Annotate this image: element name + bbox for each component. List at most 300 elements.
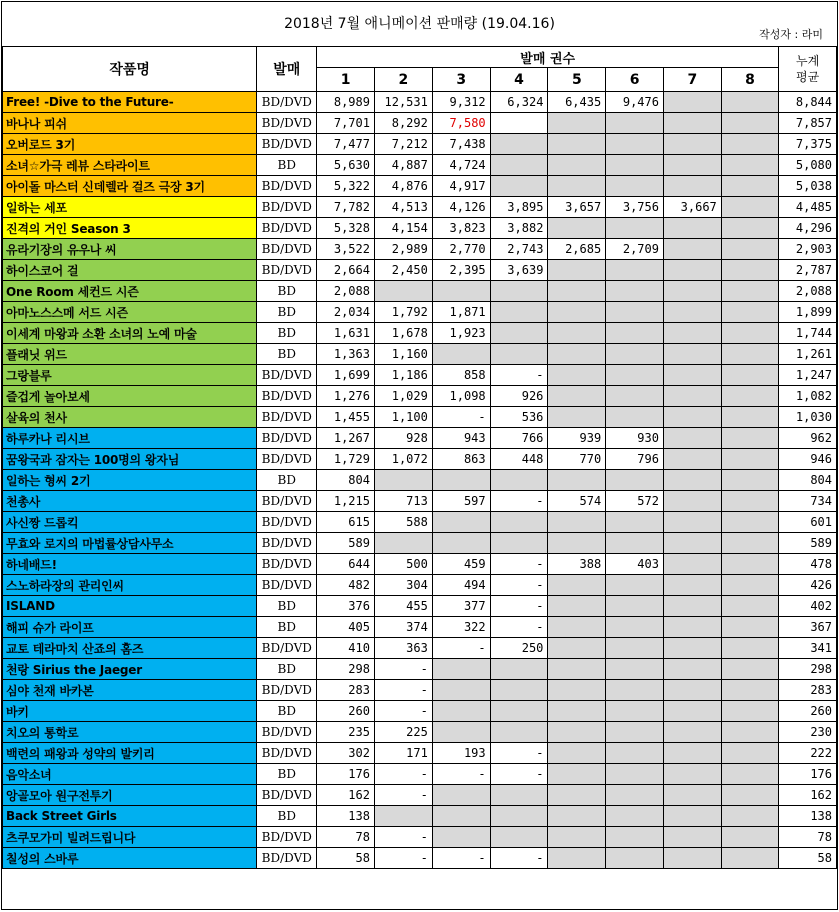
release-type-cell[interactable]: BD/DVD: [257, 134, 317, 155]
volume-empty-cell[interactable]: [663, 512, 721, 533]
volume-sales-cell[interactable]: 858: [432, 365, 490, 386]
volume-empty-cell[interactable]: [432, 806, 490, 827]
title-cell[interactable]: 일하는 세포: [3, 197, 257, 218]
average-cell[interactable]: 5,080: [779, 155, 837, 176]
volume-empty-cell[interactable]: [548, 764, 606, 785]
release-type-cell[interactable]: BD/DVD: [257, 638, 317, 659]
volume-empty-cell[interactable]: [721, 764, 778, 785]
volume-empty-cell[interactable]: [490, 659, 548, 680]
volume-empty-cell[interactable]: [663, 239, 721, 260]
volume-empty-cell[interactable]: [721, 197, 778, 218]
volume-sales-cell[interactable]: 1,215: [317, 491, 375, 512]
volume-sales-cell[interactable]: 1,267: [317, 428, 375, 449]
release-type-cell[interactable]: BD/DVD: [257, 218, 317, 239]
release-type-cell[interactable]: BD: [257, 281, 317, 302]
volume-empty-cell[interactable]: [548, 701, 606, 722]
volume-sales-cell[interactable]: 2,034: [317, 302, 375, 323]
title-cell[interactable]: 진격의 거인 Season 3: [3, 218, 257, 239]
volume-empty-cell[interactable]: [606, 344, 664, 365]
volume-sales-cell[interactable]: 7,212: [374, 134, 432, 155]
volume-empty-cell[interactable]: [663, 764, 721, 785]
volume-sales-cell[interactable]: -: [374, 701, 432, 722]
average-cell[interactable]: 1,261: [779, 344, 837, 365]
volume-empty-cell[interactable]: [490, 785, 548, 806]
volume-empty-cell[interactable]: [548, 806, 606, 827]
title-cell[interactable]: 꿈왕국과 잠자는 100명의 왕자님: [3, 449, 257, 470]
volume-empty-cell[interactable]: [606, 680, 664, 701]
average-cell[interactable]: 5,038: [779, 176, 837, 197]
release-type-cell[interactable]: BD/DVD: [257, 449, 317, 470]
volume-empty-cell[interactable]: [663, 743, 721, 764]
volume-empty-cell[interactable]: [606, 533, 664, 554]
volume-sales-cell[interactable]: 1,792: [374, 302, 432, 323]
release-type-cell[interactable]: BD/DVD: [257, 239, 317, 260]
volume-sales-cell[interactable]: -: [432, 407, 490, 428]
volume-sales-cell[interactable]: 928: [374, 428, 432, 449]
average-cell[interactable]: 2,787: [779, 260, 837, 281]
volume-sales-cell[interactable]: -: [374, 764, 432, 785]
volume-empty-cell[interactable]: [721, 827, 778, 848]
volume-empty-cell[interactable]: [721, 239, 778, 260]
volume-empty-cell[interactable]: [721, 449, 778, 470]
volume-empty-cell[interactable]: [721, 323, 778, 344]
release-type-cell[interactable]: BD: [257, 470, 317, 491]
volume-empty-cell[interactable]: [721, 302, 778, 323]
volume-empty-cell[interactable]: [721, 491, 778, 512]
volume-sales-cell[interactable]: 193: [432, 743, 490, 764]
title-cell[interactable]: Free! -Dive to the Future-: [3, 92, 257, 113]
volume-empty-cell[interactable]: [663, 344, 721, 365]
title-cell[interactable]: Back Street Girls: [3, 806, 257, 827]
volume-sales-cell[interactable]: 572: [606, 491, 664, 512]
volume-sales-cell[interactable]: 250: [490, 638, 548, 659]
volume-empty-cell[interactable]: [432, 701, 490, 722]
volume-empty-cell[interactable]: [606, 785, 664, 806]
title-cell[interactable]: 무효와 로지의 마법률상담사무소: [3, 533, 257, 554]
volume-sales-cell[interactable]: 863: [432, 449, 490, 470]
volume-sales-cell[interactable]: 5,322: [317, 176, 375, 197]
average-cell[interactable]: 1,744: [779, 323, 837, 344]
average-cell[interactable]: 162: [779, 785, 837, 806]
title-cell[interactable]: 플래닛 위드: [3, 344, 257, 365]
volume-empty-cell[interactable]: [663, 554, 721, 575]
volume-sales-cell[interactable]: 58: [317, 848, 375, 869]
volume-empty-cell[interactable]: [721, 512, 778, 533]
release-type-cell[interactable]: BD/DVD: [257, 428, 317, 449]
release-type-cell[interactable]: BD: [257, 659, 317, 680]
volume-empty-cell[interactable]: [490, 344, 548, 365]
volume-sales-cell[interactable]: -: [490, 365, 548, 386]
volume-sales-cell[interactable]: 5,328: [317, 218, 375, 239]
volume-sales-cell[interactable]: 448: [490, 449, 548, 470]
header-volume-3[interactable]: 3: [432, 68, 490, 92]
volume-sales-cell[interactable]: 1,923: [432, 323, 490, 344]
volume-sales-cell[interactable]: 3,823: [432, 218, 490, 239]
volume-sales-cell[interactable]: 2,685: [548, 239, 606, 260]
volume-empty-cell[interactable]: [490, 533, 548, 554]
volume-sales-cell[interactable]: 2,450: [374, 260, 432, 281]
volume-sales-cell[interactable]: 176: [317, 764, 375, 785]
release-type-cell[interactable]: BD/DVD: [257, 785, 317, 806]
volume-sales-cell[interactable]: 494: [432, 575, 490, 596]
volume-empty-cell[interactable]: [721, 743, 778, 764]
volume-sales-cell[interactable]: 1,631: [317, 323, 375, 344]
volume-empty-cell[interactable]: [606, 176, 664, 197]
release-type-cell[interactable]: BD: [257, 596, 317, 617]
title-cell[interactable]: 교토 테라마치 산죠의 홈즈: [3, 638, 257, 659]
volume-empty-cell[interactable]: [374, 281, 432, 302]
volume-sales-cell[interactable]: 1,029: [374, 386, 432, 407]
volume-empty-cell[interactable]: [490, 680, 548, 701]
volume-sales-cell[interactable]: 2,743: [490, 239, 548, 260]
volume-sales-cell[interactable]: 804: [317, 470, 375, 491]
header-volume-5[interactable]: 5: [548, 68, 606, 92]
average-cell[interactable]: 341: [779, 638, 837, 659]
volume-empty-cell[interactable]: [721, 533, 778, 554]
volume-sales-cell[interactable]: 2,709: [606, 239, 664, 260]
title-cell[interactable]: 심야 천재 바카본: [3, 680, 257, 701]
volume-empty-cell[interactable]: [721, 785, 778, 806]
release-type-cell[interactable]: BD/DVD: [257, 386, 317, 407]
average-cell[interactable]: 222: [779, 743, 837, 764]
volume-empty-cell[interactable]: [663, 491, 721, 512]
volume-sales-cell[interactable]: 482: [317, 575, 375, 596]
volume-sales-cell[interactable]: 225: [374, 722, 432, 743]
volume-empty-cell[interactable]: [663, 680, 721, 701]
volume-sales-cell[interactable]: 1,160: [374, 344, 432, 365]
volume-sales-cell[interactable]: 2,989: [374, 239, 432, 260]
volume-empty-cell[interactable]: [663, 701, 721, 722]
volume-empty-cell[interactable]: [721, 638, 778, 659]
volume-sales-cell[interactable]: 1,871: [432, 302, 490, 323]
volume-empty-cell[interactable]: [606, 575, 664, 596]
volume-sales-cell[interactable]: 388: [548, 554, 606, 575]
volume-empty-cell[interactable]: [432, 680, 490, 701]
title-cell[interactable]: 해피 슈가 라이프: [3, 617, 257, 638]
volume-sales-cell[interactable]: 1,072: [374, 449, 432, 470]
volume-empty-cell[interactable]: [490, 701, 548, 722]
volume-sales-cell[interactable]: -: [432, 764, 490, 785]
volume-empty-cell[interactable]: [663, 134, 721, 155]
volume-empty-cell[interactable]: [606, 218, 664, 239]
volume-empty-cell[interactable]: [663, 365, 721, 386]
volume-empty-cell[interactable]: [548, 659, 606, 680]
title-cell[interactable]: 치오의 통학로: [3, 722, 257, 743]
volume-sales-cell[interactable]: -: [490, 596, 548, 617]
volume-empty-cell[interactable]: [548, 113, 606, 134]
volume-sales-cell[interactable]: 1,098: [432, 386, 490, 407]
header-volume-2[interactable]: 2: [374, 68, 432, 92]
volume-sales-cell[interactable]: 597: [432, 491, 490, 512]
title-cell[interactable]: 앙골모아 원구전투기: [3, 785, 257, 806]
volume-sales-cell[interactable]: 6,324: [490, 92, 548, 113]
volume-empty-cell[interactable]: [663, 260, 721, 281]
volume-empty-cell[interactable]: [721, 218, 778, 239]
volume-empty-cell[interactable]: [548, 596, 606, 617]
title-cell[interactable]: 백련의 패왕과 성약의 발키리: [3, 743, 257, 764]
title-cell[interactable]: 오버로드 3기: [3, 134, 257, 155]
volume-empty-cell[interactable]: [432, 281, 490, 302]
volume-sales-cell[interactable]: 410: [317, 638, 375, 659]
volume-empty-cell[interactable]: [606, 617, 664, 638]
volume-empty-cell[interactable]: [721, 617, 778, 638]
volume-empty-cell[interactable]: [721, 722, 778, 743]
volume-empty-cell[interactable]: [721, 554, 778, 575]
title-cell[interactable]: 유라기장의 유우나 씨: [3, 239, 257, 260]
volume-empty-cell[interactable]: [432, 533, 490, 554]
volume-empty-cell[interactable]: [721, 155, 778, 176]
volume-empty-cell[interactable]: [548, 533, 606, 554]
average-cell[interactable]: 58: [779, 848, 837, 869]
average-cell[interactable]: 7,857: [779, 113, 837, 134]
header-type-column[interactable]: 발매: [257, 47, 317, 92]
title-cell[interactable]: 아마노스스메 서드 시즌: [3, 302, 257, 323]
volume-sales-cell[interactable]: 1,699: [317, 365, 375, 386]
release-type-cell[interactable]: BD/DVD: [257, 491, 317, 512]
volume-sales-cell[interactable]: 8,989: [317, 92, 375, 113]
volume-empty-cell[interactable]: [663, 449, 721, 470]
volume-empty-cell[interactable]: [663, 407, 721, 428]
volume-empty-cell[interactable]: [721, 806, 778, 827]
volume-sales-cell[interactable]: 363: [374, 638, 432, 659]
volume-empty-cell[interactable]: [548, 344, 606, 365]
volume-empty-cell[interactable]: [606, 764, 664, 785]
volume-sales-cell[interactable]: 2,664: [317, 260, 375, 281]
volume-empty-cell[interactable]: [663, 827, 721, 848]
volume-empty-cell[interactable]: [490, 512, 548, 533]
volume-empty-cell[interactable]: [490, 155, 548, 176]
volume-empty-cell[interactable]: [663, 113, 721, 134]
average-cell[interactable]: 1,030: [779, 407, 837, 428]
release-type-cell[interactable]: BD/DVD: [257, 554, 317, 575]
volume-empty-cell[interactable]: [374, 806, 432, 827]
volume-sales-cell[interactable]: -: [374, 848, 432, 869]
volume-sales-cell[interactable]: -: [490, 848, 548, 869]
volume-empty-cell[interactable]: [606, 470, 664, 491]
volume-empty-cell[interactable]: [548, 281, 606, 302]
volume-sales-cell[interactable]: 2,770: [432, 239, 490, 260]
volume-empty-cell[interactable]: [663, 638, 721, 659]
volume-empty-cell[interactable]: [548, 155, 606, 176]
volume-sales-cell[interactable]: 377: [432, 596, 490, 617]
average-cell[interactable]: 601: [779, 512, 837, 533]
volume-sales-cell[interactable]: 926: [490, 386, 548, 407]
release-type-cell[interactable]: BD/DVD: [257, 260, 317, 281]
volume-empty-cell[interactable]: [721, 92, 778, 113]
volume-empty-cell[interactable]: [490, 176, 548, 197]
volume-empty-cell[interactable]: [721, 365, 778, 386]
volume-empty-cell[interactable]: [721, 386, 778, 407]
volume-empty-cell[interactable]: [490, 323, 548, 344]
release-type-cell[interactable]: BD/DVD: [257, 92, 317, 113]
volume-sales-cell[interactable]: 4,876: [374, 176, 432, 197]
title-cell[interactable]: 천랑 Sirius the Jaeger: [3, 659, 257, 680]
average-cell[interactable]: 734: [779, 491, 837, 512]
average-cell[interactable]: 4,296: [779, 218, 837, 239]
volume-empty-cell[interactable]: [606, 596, 664, 617]
volume-empty-cell[interactable]: [606, 806, 664, 827]
volume-empty-cell[interactable]: [663, 785, 721, 806]
header-volume-1[interactable]: 1: [317, 68, 375, 92]
volume-sales-cell[interactable]: 943: [432, 428, 490, 449]
average-cell[interactable]: 962: [779, 428, 837, 449]
volume-empty-cell[interactable]: [548, 470, 606, 491]
volume-empty-cell[interactable]: [548, 827, 606, 848]
volume-sales-cell[interactable]: 1,678: [374, 323, 432, 344]
title-cell[interactable]: 이세계 마왕과 소환 소녀의 노예 마술: [3, 323, 257, 344]
volume-empty-cell[interactable]: [490, 302, 548, 323]
volume-sales-cell[interactable]: 235: [317, 722, 375, 743]
volume-sales-cell[interactable]: 283: [317, 680, 375, 701]
average-cell[interactable]: 367: [779, 617, 837, 638]
title-cell[interactable]: 하이스코어 걸: [3, 260, 257, 281]
volume-sales-cell[interactable]: -: [490, 575, 548, 596]
volume-empty-cell[interactable]: [606, 659, 664, 680]
volume-empty-cell[interactable]: [721, 701, 778, 722]
volume-sales-cell[interactable]: -: [374, 785, 432, 806]
release-type-cell[interactable]: BD: [257, 701, 317, 722]
average-cell[interactable]: 478: [779, 554, 837, 575]
volume-sales-cell[interactable]: 9,476: [606, 92, 664, 113]
title-cell[interactable]: 음악소녀: [3, 764, 257, 785]
volume-sales-cell[interactable]: 9,312: [432, 92, 490, 113]
volume-empty-cell[interactable]: [606, 365, 664, 386]
volume-sales-cell[interactable]: -: [432, 638, 490, 659]
volume-empty-cell[interactable]: [663, 848, 721, 869]
release-type-cell[interactable]: BD/DVD: [257, 827, 317, 848]
volume-empty-cell[interactable]: [432, 722, 490, 743]
volume-empty-cell[interactable]: [490, 806, 548, 827]
volume-sales-cell[interactable]: 304: [374, 575, 432, 596]
volume-empty-cell[interactable]: [432, 470, 490, 491]
volume-empty-cell[interactable]: [663, 176, 721, 197]
volume-empty-cell[interactable]: [548, 743, 606, 764]
volume-sales-cell[interactable]: -: [490, 491, 548, 512]
volume-empty-cell[interactable]: [606, 701, 664, 722]
volume-empty-cell[interactable]: [606, 302, 664, 323]
release-type-cell[interactable]: BD: [257, 617, 317, 638]
volume-sales-cell[interactable]: 1,455: [317, 407, 375, 428]
volume-sales-cell[interactable]: -: [374, 680, 432, 701]
volume-sales-cell[interactable]: 3,657: [548, 197, 606, 218]
volume-sales-cell[interactable]: 138: [317, 806, 375, 827]
volume-empty-cell[interactable]: [663, 323, 721, 344]
volume-sales-cell[interactable]: 403: [606, 554, 664, 575]
volume-empty-cell[interactable]: [663, 575, 721, 596]
volume-sales-cell[interactable]: 1,276: [317, 386, 375, 407]
volume-empty-cell[interactable]: [721, 260, 778, 281]
average-cell[interactable]: 260: [779, 701, 837, 722]
volume-sales-cell[interactable]: 589: [317, 533, 375, 554]
volume-empty-cell[interactable]: [548, 386, 606, 407]
volume-empty-cell[interactable]: [721, 134, 778, 155]
volume-empty-cell[interactable]: [663, 596, 721, 617]
title-cell[interactable]: 그랑블루: [3, 365, 257, 386]
volume-sales-cell[interactable]: 7,477: [317, 134, 375, 155]
average-cell[interactable]: 804: [779, 470, 837, 491]
average-cell[interactable]: 283: [779, 680, 837, 701]
volume-empty-cell[interactable]: [606, 512, 664, 533]
average-cell[interactable]: 230: [779, 722, 837, 743]
title-cell[interactable]: 바키: [3, 701, 257, 722]
volume-empty-cell[interactable]: [663, 533, 721, 554]
volume-sales-cell[interactable]: 7,438: [432, 134, 490, 155]
volume-sales-cell[interactable]: 298: [317, 659, 375, 680]
volume-empty-cell[interactable]: [548, 575, 606, 596]
volume-empty-cell[interactable]: [606, 323, 664, 344]
volume-sales-cell[interactable]: 930: [606, 428, 664, 449]
volume-sales-cell[interactable]: -: [490, 617, 548, 638]
release-type-cell[interactable]: BD: [257, 344, 317, 365]
volume-sales-cell[interactable]: 4,126: [432, 197, 490, 218]
volume-empty-cell[interactable]: [606, 260, 664, 281]
release-type-cell[interactable]: BD/DVD: [257, 722, 317, 743]
header-average[interactable]: [779, 47, 837, 92]
average-cell[interactable]: 946: [779, 449, 837, 470]
volume-empty-cell[interactable]: [721, 176, 778, 197]
volume-empty-cell[interactable]: [721, 281, 778, 302]
title-cell[interactable]: 하네배드!: [3, 554, 257, 575]
volume-sales-cell[interactable]: 302: [317, 743, 375, 764]
volume-sales-cell[interactable]: 766: [490, 428, 548, 449]
volume-empty-cell[interactable]: [606, 848, 664, 869]
volume-empty-cell[interactable]: [548, 680, 606, 701]
title-cell[interactable]: 즐겁게 놀아보세: [3, 386, 257, 407]
volume-empty-cell[interactable]: [490, 827, 548, 848]
title-cell[interactable]: 사신짱 드롭킥: [3, 512, 257, 533]
release-type-cell[interactable]: BD/DVD: [257, 575, 317, 596]
volume-empty-cell[interactable]: [490, 281, 548, 302]
volume-empty-cell[interactable]: [432, 344, 490, 365]
volume-empty-cell[interactable]: [548, 722, 606, 743]
volume-empty-cell[interactable]: [721, 575, 778, 596]
volume-empty-cell[interactable]: [663, 722, 721, 743]
volume-empty-cell[interactable]: [606, 155, 664, 176]
volume-empty-cell[interactable]: [663, 617, 721, 638]
volume-sales-cell[interactable]: 3,882: [490, 218, 548, 239]
volume-sales-cell[interactable]: 3,522: [317, 239, 375, 260]
volume-empty-cell[interactable]: [606, 638, 664, 659]
volume-empty-cell[interactable]: [490, 134, 548, 155]
header-volume-7[interactable]: 7: [663, 68, 721, 92]
volume-sales-cell[interactable]: 162: [317, 785, 375, 806]
volume-sales-cell[interactable]: 3,895: [490, 197, 548, 218]
title-cell[interactable]: 바나나 피쉬: [3, 113, 257, 134]
volume-sales-cell[interactable]: 574: [548, 491, 606, 512]
volume-empty-cell[interactable]: [548, 134, 606, 155]
volume-empty-cell[interactable]: [721, 113, 778, 134]
volume-empty-cell[interactable]: [721, 680, 778, 701]
volume-empty-cell[interactable]: [606, 386, 664, 407]
volume-empty-cell[interactable]: [548, 176, 606, 197]
volume-sales-cell[interactable]: 1,186: [374, 365, 432, 386]
volume-sales-cell[interactable]: 588: [374, 512, 432, 533]
volume-empty-cell[interactable]: [432, 785, 490, 806]
average-cell[interactable]: 2,088: [779, 281, 837, 302]
release-type-cell[interactable]: BD/DVD: [257, 680, 317, 701]
average-cell[interactable]: 78: [779, 827, 837, 848]
volume-empty-cell[interactable]: [374, 470, 432, 491]
title-cell[interactable]: 일하는 형씨 2기: [3, 470, 257, 491]
release-type-cell[interactable]: BD/DVD: [257, 176, 317, 197]
release-type-cell[interactable]: BD: [257, 302, 317, 323]
volume-empty-cell[interactable]: [663, 155, 721, 176]
release-type-cell[interactable]: BD: [257, 806, 317, 827]
volume-empty-cell[interactable]: [490, 470, 548, 491]
volume-empty-cell[interactable]: [548, 512, 606, 533]
average-cell[interactable]: 1,247: [779, 365, 837, 386]
volume-sales-cell[interactable]: 615: [317, 512, 375, 533]
